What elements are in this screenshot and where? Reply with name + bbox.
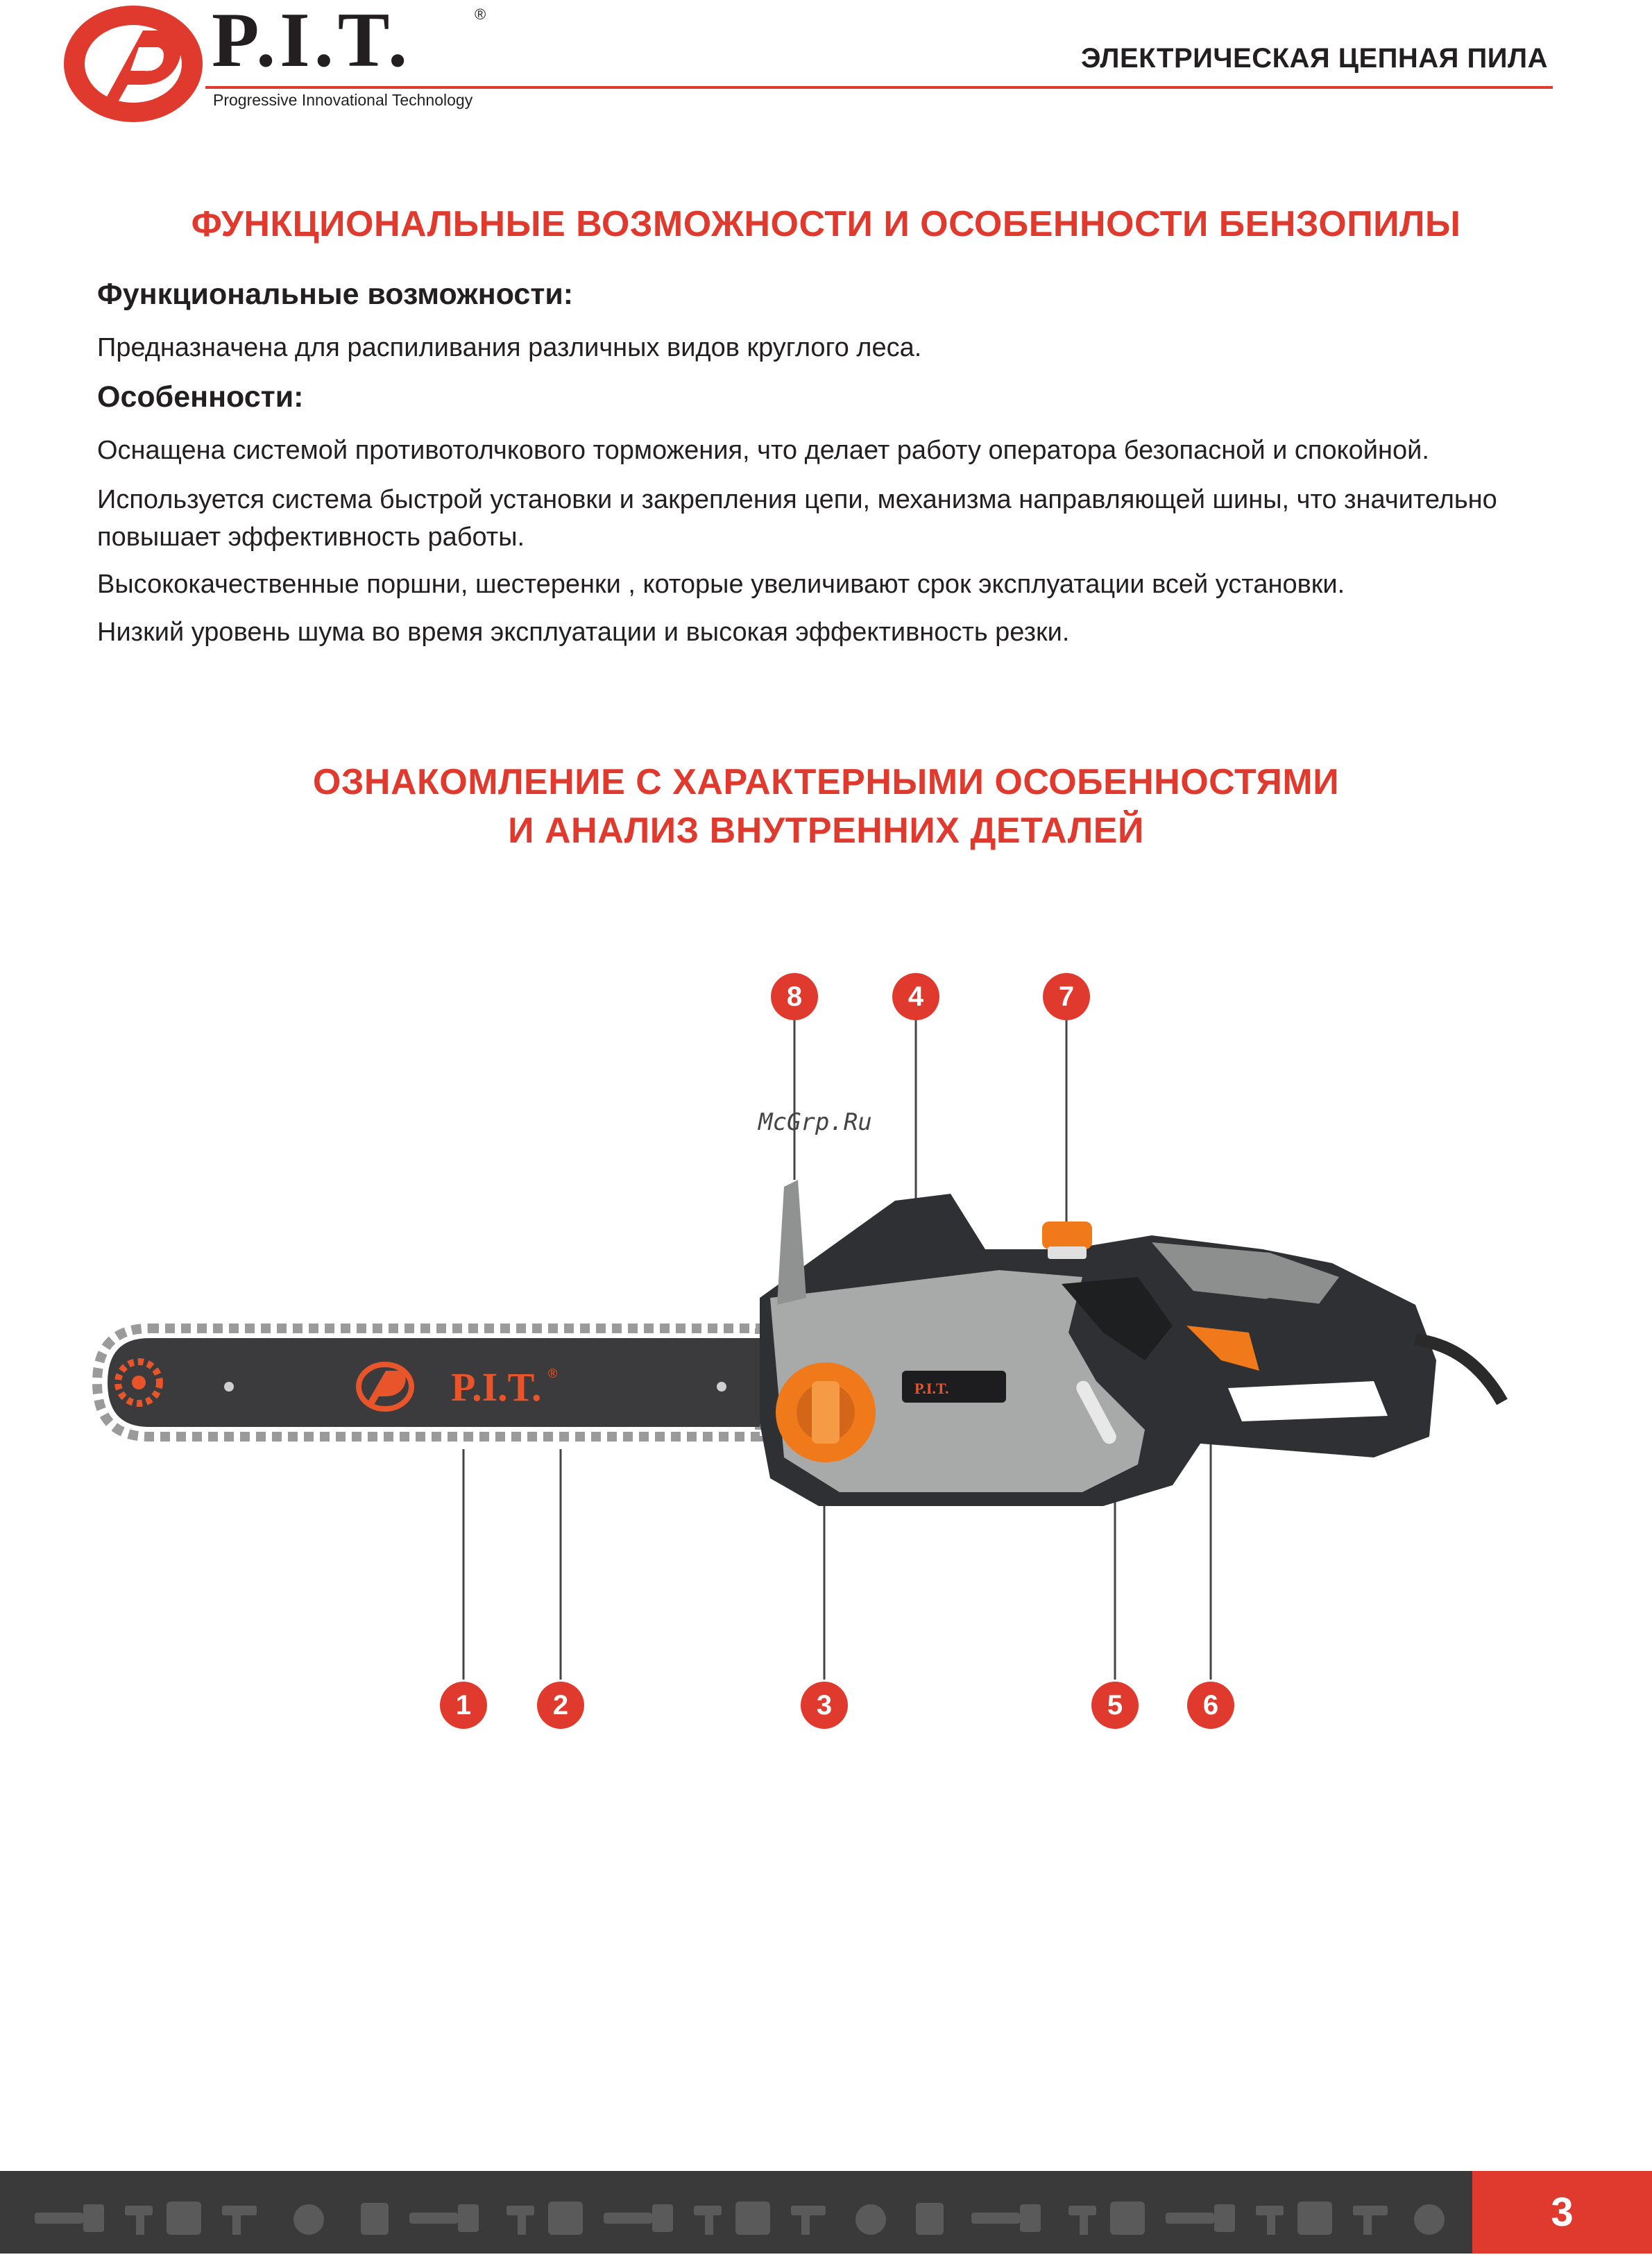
tool-icons-strip (0, 2171, 1472, 2254)
feature-item: Высококачественные поршни, шестеренки , которые увеличивают срок эксплуатации всей установки. (97, 570, 1345, 599)
feature-item: Низкий уровень шума во время эксплуатации и высокая эффективность резки. (97, 618, 1070, 647)
guide-bar (97, 1328, 760, 1437)
capabilities-heading: Функциональные возможности: (97, 278, 574, 311)
callout-4: 4 (892, 973, 939, 1020)
capabilities-text: Предназначена для распиливания различных видов круглого леса. (97, 333, 922, 362)
features-heading: Особенности: (97, 380, 304, 414)
chain-tension-knob (776, 1362, 876, 1462)
section-parts-title-line2: И АНАЛИЗ ВНУТРЕННИХ ДЕТАЛЕЙ (508, 811, 1144, 851)
oil-tank-cap (1042, 1222, 1092, 1259)
callout-7: 7 (1043, 973, 1090, 1020)
section-features-title: ФУНКЦИОНАЛЬНЫЕ ВОЗМОЖНОСТИ И ОСОБЕННОСТИ БЕНЗОПИЛЫ (191, 204, 1461, 244)
feature-item: Оснащена системой противотолчкового торможения, что делает работу оператора безопасной и спокойной. (97, 436, 1429, 465)
feature-item: Используется система быстрой установки и закрепления цепи, механизма направляющей шины, что значительно повышает эффективность работы. (97, 485, 1497, 552)
callout-1: 1 (440, 1682, 487, 1729)
callout-5: 5 (1091, 1682, 1139, 1729)
body-badge-text: P.I.T. (914, 1380, 949, 1397)
brand-tagline: Progressive Innovational Technology (213, 91, 473, 109)
chain-brake-handle (777, 1180, 806, 1305)
svg-text:®: ® (548, 1367, 558, 1380)
section-parts-title-line1: ОЗНАКОМЛЕНИЕ С ХАРАКТЕРНЫМИ ОСОБЕННОСТЯМИ (312, 762, 1340, 802)
document-title: ЭЛЕКТРИЧЕСКАЯ ЦЕПНАЯ ПИЛА (1080, 43, 1548, 74)
callout-8: 8 (771, 973, 818, 1020)
callout-6: 6 (1187, 1682, 1234, 1729)
brand-registered-mark: ® (475, 6, 486, 23)
saw-body (760, 1194, 1502, 1506)
footer-bar (0, 2171, 1472, 2254)
callout-2: 2 (537, 1682, 584, 1729)
header-rule (205, 86, 1553, 89)
callout-3: 3 (801, 1682, 848, 1729)
brand-logo-icon (61, 3, 205, 124)
chainsaw-illustration (0, 958, 1652, 1756)
brand-name: P.I.T. (212, 0, 412, 83)
watermark-text: McGrp.Ru (758, 1108, 872, 1136)
page-number: 3 (1472, 2171, 1652, 2254)
bar-brand-text: P.I.T. (451, 1364, 542, 1410)
